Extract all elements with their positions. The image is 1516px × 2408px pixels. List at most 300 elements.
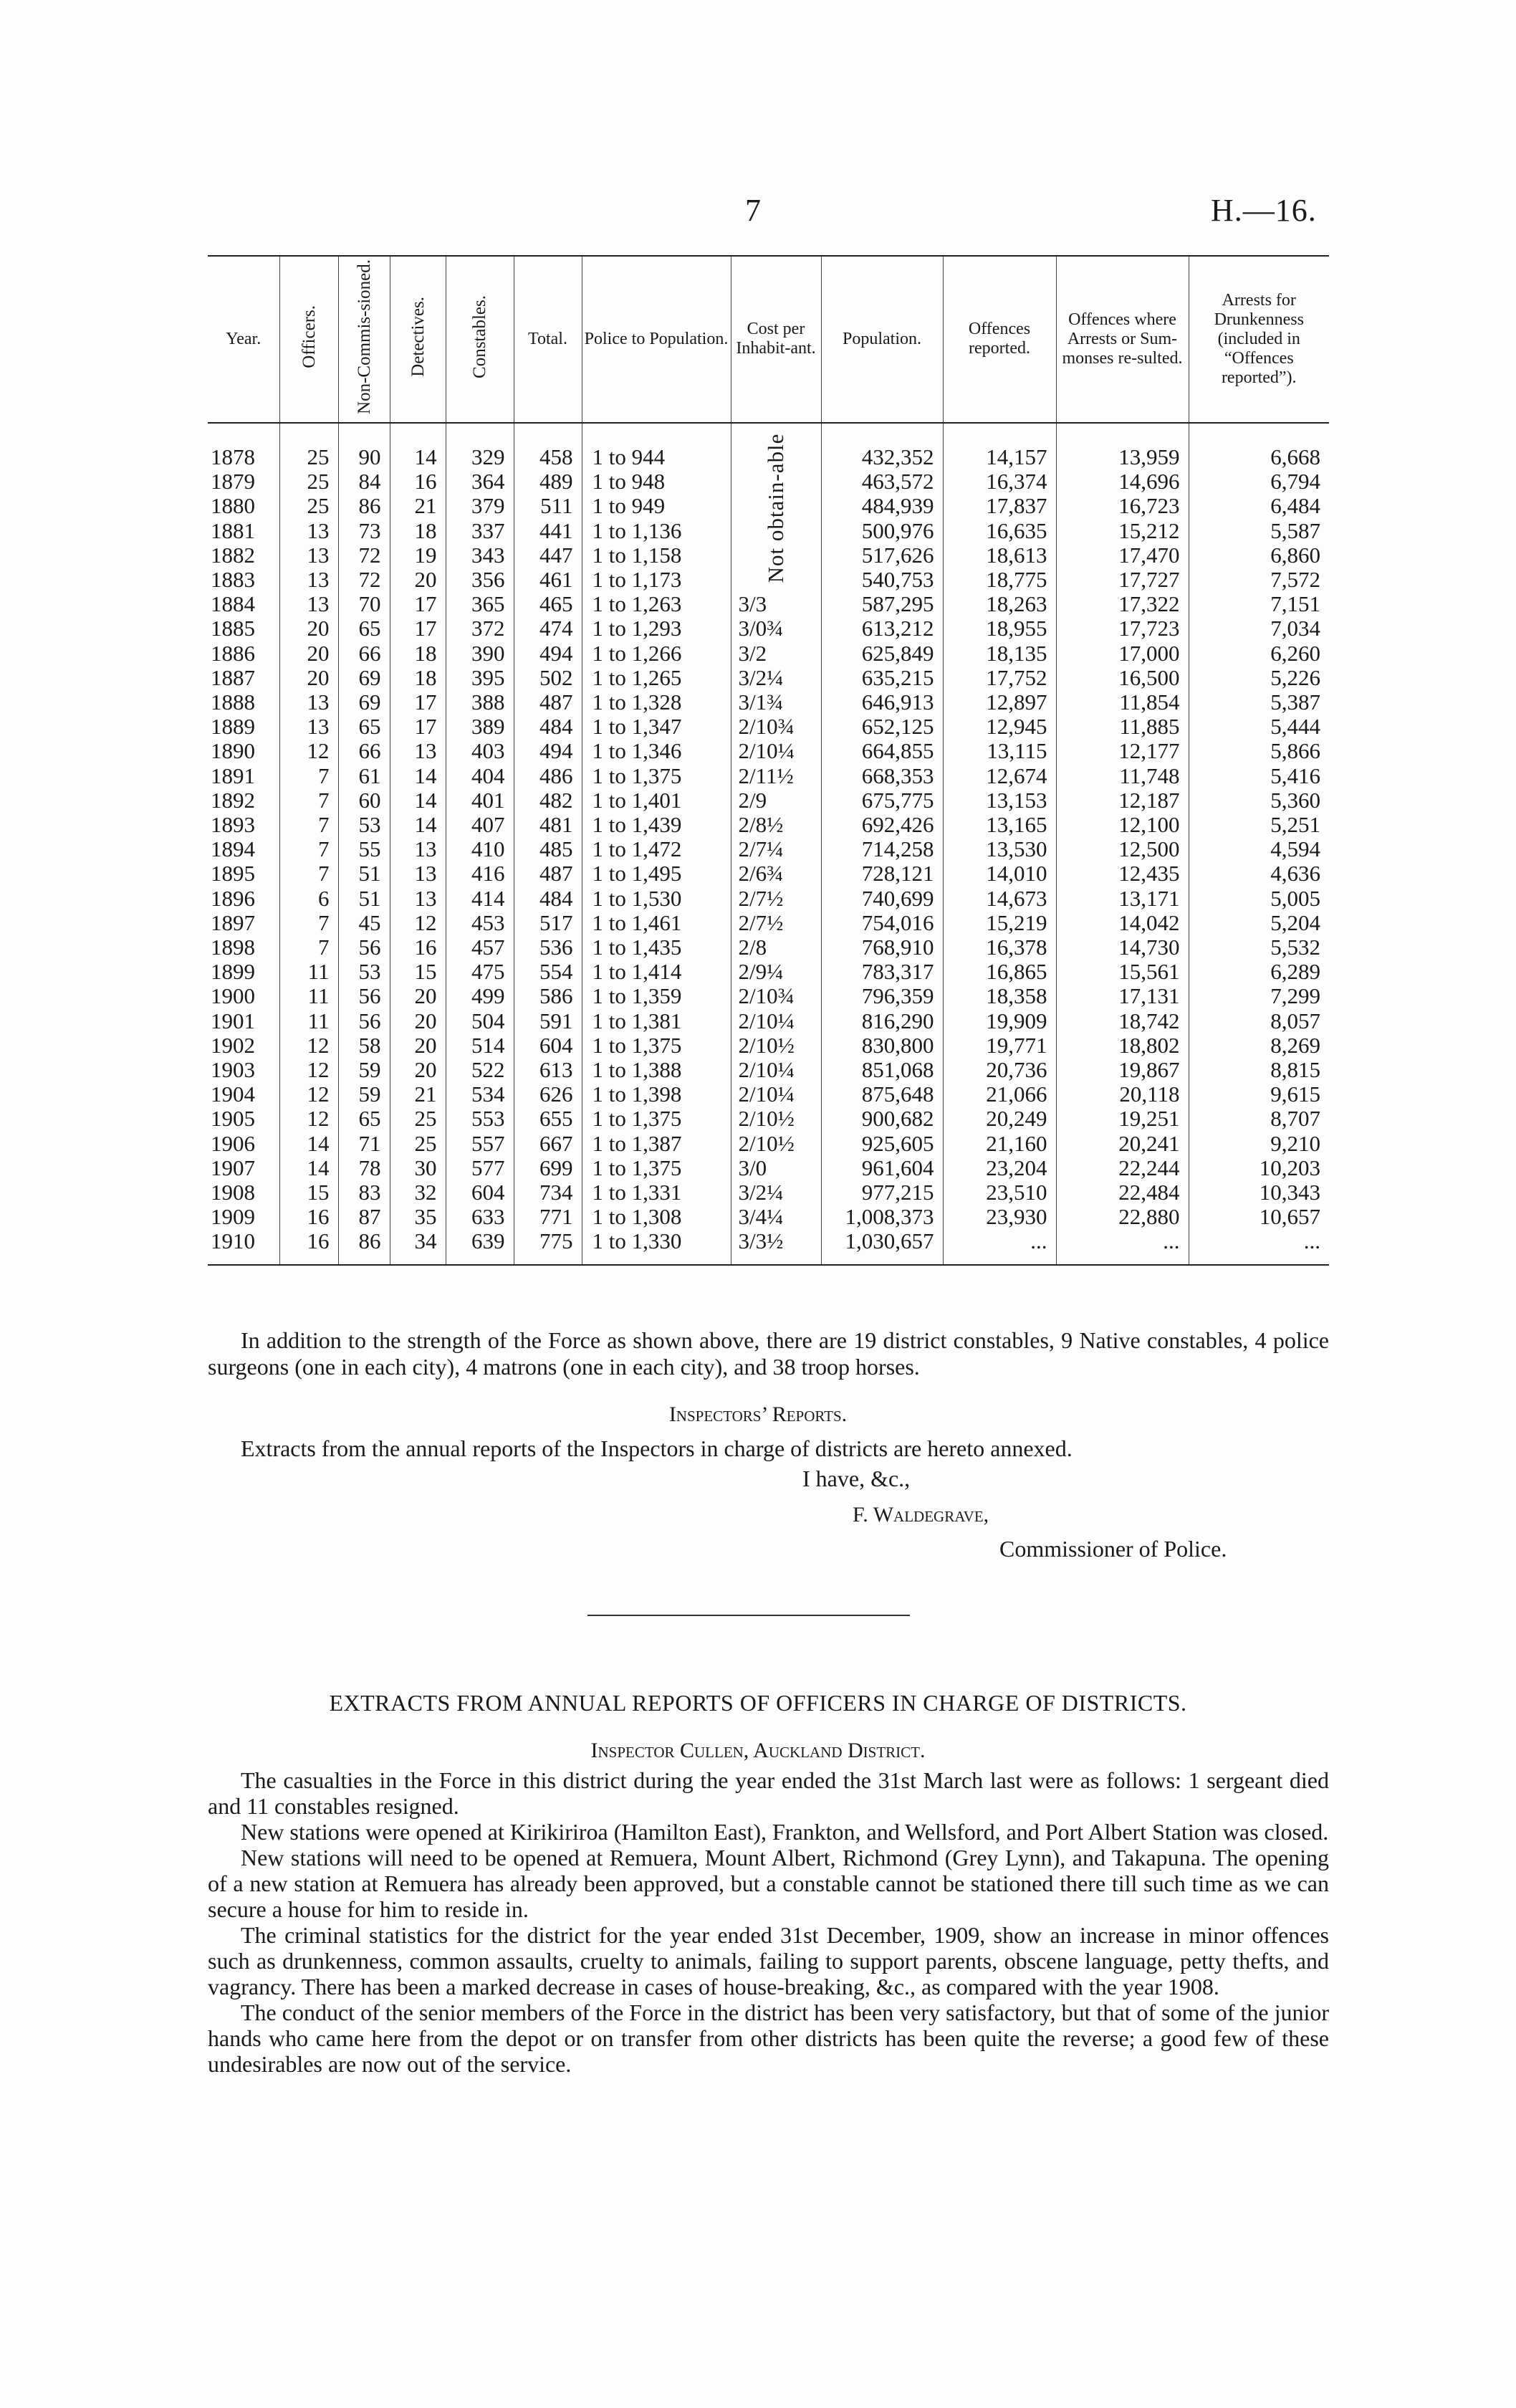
cell-officers: 6: [279, 887, 338, 911]
cell-ratio: 1 to 1,381: [582, 1009, 731, 1033]
cell-total: 667: [514, 1132, 582, 1156]
cell-year: 1896: [208, 887, 279, 911]
cell-detectives: 17: [390, 592, 446, 616]
cell-total: 441: [514, 519, 582, 543]
cell-year: 1900: [208, 984, 279, 1008]
report-paragraph: The conduct of the senior members of the Force in the district has been very satisfactory, but that of some of the junior hands who came here from the depot or on transfer from other districts has been quite the reverse; a good few of these undesirables are now out of the service.: [208, 2000, 1329, 2077]
cell-offences: 18,775: [943, 568, 1056, 592]
cell-ratio: 1 to 1,266: [582, 641, 731, 666]
cell-drunk: 5,416: [1270, 763, 1320, 788]
cell-offences: 16,635: [943, 519, 1056, 543]
table-row: [208, 1107, 1329, 1131]
cell-population: 635,215: [821, 666, 943, 690]
table-row: [208, 935, 1329, 960]
cell-detectives: 19: [390, 543, 446, 568]
cell-ratio: 1 to 1,495: [582, 861, 731, 886]
cell-officers: 11: [279, 1009, 338, 1033]
cell-ratio: 1 to 1,347: [582, 715, 731, 739]
cell-drunk: 4,594: [1270, 836, 1320, 862]
cell-offences: 14,157: [943, 423, 1056, 469]
inspectors-reports-heading: Inspectors’ Reports.: [668, 1403, 848, 1426]
cell-nco: 56: [338, 1009, 390, 1033]
cell-offences: 12,897: [943, 690, 1056, 715]
cell-detectives: 21: [390, 1082, 446, 1107]
cell-detectives: 20: [390, 984, 446, 1008]
header-population: Population.: [821, 256, 943, 423]
table-row: [208, 788, 1329, 813]
cell-nco: 51: [338, 861, 390, 886]
cell-cost: 2/10¼: [731, 1009, 821, 1033]
cell-ratio: 1 to 1,330: [582, 1229, 731, 1264]
cell-population: 754,016: [821, 911, 943, 935]
cell-arrests: 15,212: [1056, 519, 1189, 543]
cell-population: 540,753: [821, 568, 943, 592]
header-year: Year.: [208, 256, 279, 423]
district-report: [208, 1767, 1329, 2077]
cell-total: 487: [514, 861, 582, 886]
cell-population: 768,910: [821, 935, 943, 960]
report-paragraph: New stations will need to be opened at Remuera, Mount Albert, Richmond (Grey Lynn), and Takapuna. The opening of a new station at Remuera has already been approved, but a constable cannot be stationed there till such time as we can secure a house for him to reside in.: [208, 1845, 1329, 1922]
cell-population: 875,648: [821, 1082, 943, 1107]
force-note: In addition to the strength of the Force as shown above, there are 19 district constables, 9 Native constables, 4 police surgeons (one in each city), 4 matrons (one in each city), and 38 troop horses.: [208, 1327, 1329, 1380]
cell-officers: 25: [279, 423, 338, 469]
header-cost-per-inhabitant: Cost per Inhabit-ant.: [731, 256, 821, 423]
cell-constables: 457: [446, 935, 514, 960]
cell-offences: ...: [943, 1229, 1056, 1264]
cell-drunk: 6,794: [1270, 469, 1320, 494]
cell-offences: 12,674: [943, 764, 1056, 788]
cell-constables: 404: [446, 764, 514, 788]
cell-year: 1884: [208, 592, 279, 616]
cell-drunk: 7,151: [1270, 591, 1320, 617]
table-row: [208, 1205, 1329, 1229]
cell-constables: 372: [446, 616, 514, 641]
cell-offences: 19,909: [943, 1009, 1056, 1033]
cell-officers: 20: [279, 616, 338, 641]
cell-drunk: 6,484: [1270, 493, 1320, 519]
cell-cost: 2/8: [731, 935, 821, 960]
signature: F. Waldegrave,: [853, 1503, 989, 1526]
cell-cost: 2/10¾: [731, 984, 821, 1008]
cell-detectives: 14: [390, 813, 446, 837]
cell-detectives: 18: [390, 666, 446, 690]
cell-offences: 15,219: [943, 911, 1056, 935]
cell-drunk: 5,226: [1270, 664, 1320, 690]
cell-nco: 55: [338, 837, 390, 861]
header-non-commissioned: Non-Commis-sioned.: [338, 256, 390, 423]
cell-arrests: 15,561: [1056, 960, 1189, 984]
cell-nco: 60: [338, 788, 390, 813]
cell-drunk: 4,636: [1270, 861, 1320, 887]
cell-arrests: 17,131: [1056, 984, 1189, 1008]
cell-total: 502: [514, 666, 582, 690]
cell-drunk: 8,269: [1270, 1032, 1320, 1058]
cell-detectives: 18: [390, 641, 446, 666]
cell-year: 1906: [208, 1132, 279, 1156]
table-row: [208, 1229, 1329, 1264]
cell-drunk: 7,034: [1270, 616, 1320, 641]
cell-cost: 2/10½: [731, 1132, 821, 1156]
cell-nco: 65: [338, 1107, 390, 1131]
cell-officers: 12: [279, 1058, 338, 1082]
cell-total: 536: [514, 935, 582, 960]
cell-offences: 21,066: [943, 1082, 1056, 1107]
cell-ratio: 1 to 1,530: [582, 887, 731, 911]
cell-population: 925,605: [821, 1132, 943, 1156]
cell-constables: 453: [446, 911, 514, 935]
cell-drunk: 6,668: [1270, 444, 1320, 469]
cell-constables: 499: [446, 984, 514, 1008]
cell-year: 1910: [208, 1229, 279, 1264]
cell-constables: 364: [446, 469, 514, 494]
cell-total: 626: [514, 1082, 582, 1107]
section-divider: [587, 1615, 910, 1616]
cell-year: 1901: [208, 1009, 279, 1033]
cell-total: 604: [514, 1033, 582, 1058]
cell-population: 740,699: [821, 887, 943, 911]
cell-cost: 3/2¼: [731, 666, 821, 690]
header-offences-reported: Offences reported.: [943, 256, 1056, 423]
cell-detectives: 12: [390, 911, 446, 935]
cell-nco: 51: [338, 887, 390, 911]
cell-cost: 2/10½: [731, 1107, 821, 1131]
cell-total: 734: [514, 1180, 582, 1205]
cell-officers: 13: [279, 592, 338, 616]
cell-ratio: 1 to 1,346: [582, 739, 731, 763]
cell-ratio: 1 to 1,331: [582, 1180, 731, 1205]
cell-constables: 356: [446, 568, 514, 592]
cell-year: 1888: [208, 690, 279, 715]
cell-total: 511: [514, 494, 582, 518]
cell-arrests: 20,118: [1056, 1082, 1189, 1107]
cell-year: 1894: [208, 837, 279, 861]
cell-detectives: 17: [390, 690, 446, 715]
inspectors-reports-text: Extracts from the annual reports of the Inspectors in charge of districts are hereto annexed.: [241, 1435, 1073, 1461]
cell-constables: 639: [446, 1229, 514, 1264]
table-row: [208, 1156, 1329, 1180]
cell-cost: 2/7¼: [731, 837, 821, 861]
cell-total: 487: [514, 690, 582, 715]
cell-drunk: 6,860: [1270, 542, 1320, 568]
cell-year: 1903: [208, 1058, 279, 1082]
table-row: [208, 837, 1329, 861]
cell-nco: 53: [338, 813, 390, 837]
table-row: [208, 1180, 1329, 1205]
cell-drunk: 7,572: [1270, 566, 1320, 592]
cell-officers: 7: [279, 935, 338, 960]
cell-ratio: 1 to 949: [582, 494, 731, 518]
cell-population: 625,849: [821, 641, 943, 666]
cell-arrests: 14,730: [1056, 935, 1189, 960]
cell-year: 1883: [208, 568, 279, 592]
cell-arrests: 19,867: [1056, 1058, 1189, 1082]
cell-total: 458: [514, 423, 582, 469]
table-row: [208, 764, 1329, 788]
cell-cost: 3/2: [731, 641, 821, 666]
cell-total: 486: [514, 764, 582, 788]
cell-nco: 59: [338, 1058, 390, 1082]
cell-total: 586: [514, 984, 582, 1008]
report-paragraph: The criminal statistics for the district for the year ended 31st December, 1909, show an increase in minor offences such as drunkenness, common assaults, cruelty to animals, failing to support parents, obscene language, petty thefts, and vagrancy. There has been a marked decrease in cases of house-breaking, &c., as compared with the year 1908.: [208, 1922, 1329, 2000]
cell-population: 613,212: [821, 616, 943, 641]
cell-constables: 365: [446, 592, 514, 616]
cell-detectives: 32: [390, 1180, 446, 1205]
cell-officers: 16: [279, 1205, 338, 1229]
cell-offences: 14,673: [943, 887, 1056, 911]
cell-cost: 2/10¾: [731, 715, 821, 739]
cell-officers: 20: [279, 666, 338, 690]
cell-year: 1879: [208, 469, 279, 494]
cell-year: 1902: [208, 1033, 279, 1058]
cell-arrests: ...: [1056, 1229, 1189, 1264]
cell-year: 1898: [208, 935, 279, 960]
cell-nco: 70: [338, 592, 390, 616]
cell-ratio: 1 to 1,308: [582, 1205, 731, 1229]
cell-arrests: 17,322: [1056, 592, 1189, 616]
cell-nco: 78: [338, 1156, 390, 1180]
cell-ratio: 1 to 1,173: [582, 568, 731, 592]
cell-constables: 395: [446, 666, 514, 690]
cell-constables: 633: [446, 1205, 514, 1229]
cell-detectives: 14: [390, 764, 446, 788]
table-row: [208, 1082, 1329, 1107]
cell-officers: 13: [279, 690, 338, 715]
cell-total: 474: [514, 616, 582, 641]
cell-nco: 84: [338, 469, 390, 494]
cell-detectives: 14: [390, 788, 446, 813]
cell-offences: 13,115: [943, 739, 1056, 763]
cell-arrests: 12,177: [1056, 739, 1189, 763]
cell-total: 591: [514, 1009, 582, 1033]
cell-officers: 11: [279, 960, 338, 984]
cell-population: 646,913: [821, 690, 943, 715]
cell-population: 1,008,373: [821, 1205, 943, 1229]
cell-constables: 401: [446, 788, 514, 813]
cell-offences: 18,263: [943, 592, 1056, 616]
cell-drunk: 10,203: [1259, 1155, 1320, 1180]
cell-constables: 522: [446, 1058, 514, 1082]
cell-year: 1897: [208, 911, 279, 935]
cell-drunk: 8,815: [1270, 1057, 1320, 1083]
cell-total: 699: [514, 1156, 582, 1180]
cell-constables: 514: [446, 1033, 514, 1058]
cell-detectives: 13: [390, 887, 446, 911]
cell-offences: 16,865: [943, 960, 1056, 984]
cell-offences: 13,153: [943, 788, 1056, 813]
cell-year: 1909: [208, 1205, 279, 1229]
cell-ratio: 1 to 1,401: [582, 788, 731, 813]
cell-year: 1890: [208, 739, 279, 763]
cell-total: 771: [514, 1205, 582, 1229]
cell-drunk: 10,657: [1259, 1204, 1320, 1230]
cell-cost: 3/0¾: [731, 616, 821, 641]
cell-year: 1905: [208, 1107, 279, 1131]
cell-drunk: 5,251: [1270, 812, 1320, 838]
cell-constables: 388: [446, 690, 514, 715]
cell-total: 489: [514, 469, 582, 494]
cell-population: 851,068: [821, 1058, 943, 1082]
cell-detectives: 21: [390, 494, 446, 518]
cell-population: 961,604: [821, 1156, 943, 1180]
cell-constables: 379: [446, 494, 514, 518]
table-row: [208, 861, 1329, 886]
cell-population: 463,572: [821, 469, 943, 494]
cell-officers: 7: [279, 764, 338, 788]
cell-population: 500,976: [821, 519, 943, 543]
cell-cost: 2/8½: [731, 813, 821, 837]
cell-constables: 390: [446, 641, 514, 666]
cell-nco: 87: [338, 1205, 390, 1229]
document-code: H.—16.: [1211, 193, 1317, 228]
table-row: [208, 1058, 1329, 1082]
cell-detectives: 25: [390, 1132, 446, 1156]
cell-officers: 25: [279, 469, 338, 494]
cell-arrests: 12,435: [1056, 861, 1189, 886]
cell-officers: 13: [279, 519, 338, 543]
header-constables: Constables.: [446, 256, 514, 423]
cell-drunk: 5,532: [1270, 935, 1320, 960]
cell-year: 1893: [208, 813, 279, 837]
cell-population: 728,121: [821, 861, 943, 886]
cell-constables: 410: [446, 837, 514, 861]
police-statistics-table: [208, 255, 1329, 1266]
cell-ratio: 1 to 1,414: [582, 960, 731, 984]
cell-total: 494: [514, 739, 582, 763]
cell-detectives: 25: [390, 1107, 446, 1131]
cell-nco: 73: [338, 519, 390, 543]
cell-arrests: 20,241: [1056, 1132, 1189, 1156]
cell-constables: 504: [446, 1009, 514, 1033]
cell-officers: 11: [279, 984, 338, 1008]
cell-constables: 604: [446, 1180, 514, 1205]
header-officers: Officers.: [279, 256, 338, 423]
cell-detectives: 13: [390, 861, 446, 886]
cell-arrests: 18,802: [1056, 1033, 1189, 1058]
cell-ratio: 1 to 1,158: [582, 543, 731, 568]
cell-constables: 577: [446, 1156, 514, 1180]
cell-detectives: 20: [390, 568, 446, 592]
table-row: [208, 423, 1329, 469]
cell-constables: 534: [446, 1082, 514, 1107]
table-row: [208, 887, 1329, 911]
cell-cost: 2/10¼: [731, 1082, 821, 1107]
cell-population: 517,626: [821, 543, 943, 568]
cell-population: 900,682: [821, 1107, 943, 1131]
cell-ratio: 1 to 1,375: [582, 1156, 731, 1180]
cell-detectives: 17: [390, 616, 446, 641]
cell-offences: 23,510: [943, 1180, 1056, 1205]
cell-offences: 20,736: [943, 1058, 1056, 1082]
cell-cost: 3/3: [731, 592, 821, 616]
cell-ratio: 1 to 1,398: [582, 1082, 731, 1107]
cell-nco: 72: [338, 568, 390, 592]
cell-cost: 2/10¼: [731, 739, 821, 763]
cell-constables: 407: [446, 813, 514, 837]
table-row: [208, 911, 1329, 935]
cell-drunk: 5,587: [1270, 517, 1320, 543]
cell-officers: 13: [279, 715, 338, 739]
cell-total: 484: [514, 887, 582, 911]
cell-offences: 23,204: [943, 1156, 1056, 1180]
cell-ratio: 1 to 1,388: [582, 1058, 731, 1082]
cell-detectives: 13: [390, 739, 446, 763]
cell-total: 447: [514, 543, 582, 568]
cell-population: 484,939: [821, 494, 943, 518]
cell-cost: 2/9: [731, 788, 821, 813]
cell-population: 664,855: [821, 739, 943, 763]
cell-officers: 14: [279, 1156, 338, 1180]
cell-offences: 18,135: [943, 641, 1056, 666]
cell-population: 816,290: [821, 1009, 943, 1033]
cell-ratio: 1 to 1,265: [582, 666, 731, 690]
cell-officers: 13: [279, 543, 338, 568]
cell-drunk: 7,299: [1270, 983, 1320, 1009]
cell-officers: 12: [279, 1107, 338, 1131]
signature-title: Commissioner of Police.: [999, 1536, 1227, 1562]
cell-arrests: 16,723: [1056, 494, 1189, 518]
cell-total: 554: [514, 960, 582, 984]
cell-officers: 7: [279, 911, 338, 935]
cell-population: 977,215: [821, 1180, 943, 1205]
cell-total: 485: [514, 837, 582, 861]
table-row: [208, 813, 1329, 837]
cell-constables: 414: [446, 887, 514, 911]
cell-cost: 2/6¾: [731, 861, 821, 886]
cell-drunk: 5,360: [1270, 787, 1320, 813]
cell-arrests: 17,727: [1056, 568, 1189, 592]
cell-nco: 66: [338, 641, 390, 666]
district-heading: Inspector Cullen, Auckland District.: [590, 1739, 926, 1762]
cell-drunk: 5,204: [1270, 909, 1320, 935]
cell-arrests: 22,880: [1056, 1205, 1189, 1229]
header-offences-arrests: Offences where Arrests or Sum-monses re-sulted.: [1056, 256, 1189, 423]
cell-offences: 14,010: [943, 861, 1056, 886]
header-detectives: Detectives.: [390, 256, 446, 423]
cell-total: 517: [514, 911, 582, 935]
cell-offences: 16,374: [943, 469, 1056, 494]
cell-drunk: 8,707: [1270, 1106, 1320, 1132]
cell-detectives: 35: [390, 1205, 446, 1229]
table-row: [208, 690, 1329, 715]
cell-population: 668,353: [821, 764, 943, 788]
cell-total: 481: [514, 813, 582, 837]
cell-year: 1885: [208, 616, 279, 641]
cell-officers: 14: [279, 1132, 338, 1156]
cell-officers: 12: [279, 1033, 338, 1058]
cell-total: 494: [514, 641, 582, 666]
cell-ratio: 1 to 1,387: [582, 1132, 731, 1156]
cell-year: 1882: [208, 543, 279, 568]
cell-cost: 3/0: [731, 1156, 821, 1180]
cell-arrests: 14,042: [1056, 911, 1189, 935]
cell-cost: 2/9¼: [731, 960, 821, 984]
table-row: [208, 715, 1329, 739]
cost-not-obtainable: Not obtain-able: [731, 423, 821, 592]
cell-arrests: 17,723: [1056, 616, 1189, 641]
cell-arrests: 11,854: [1056, 690, 1189, 715]
cell-total: 482: [514, 788, 582, 813]
table-row: [208, 739, 1329, 763]
cell-ratio: 1 to 1,293: [582, 616, 731, 641]
cell-nco: 61: [338, 764, 390, 788]
cell-constables: 557: [446, 1132, 514, 1156]
cell-population: 1,030,657: [821, 1229, 943, 1264]
cell-drunk: 5,866: [1270, 738, 1320, 764]
cell-total: 655: [514, 1107, 582, 1131]
cell-arrests: 19,251: [1056, 1107, 1189, 1131]
cell-nco: 45: [338, 911, 390, 935]
cell-drunk: 5,387: [1270, 689, 1320, 715]
